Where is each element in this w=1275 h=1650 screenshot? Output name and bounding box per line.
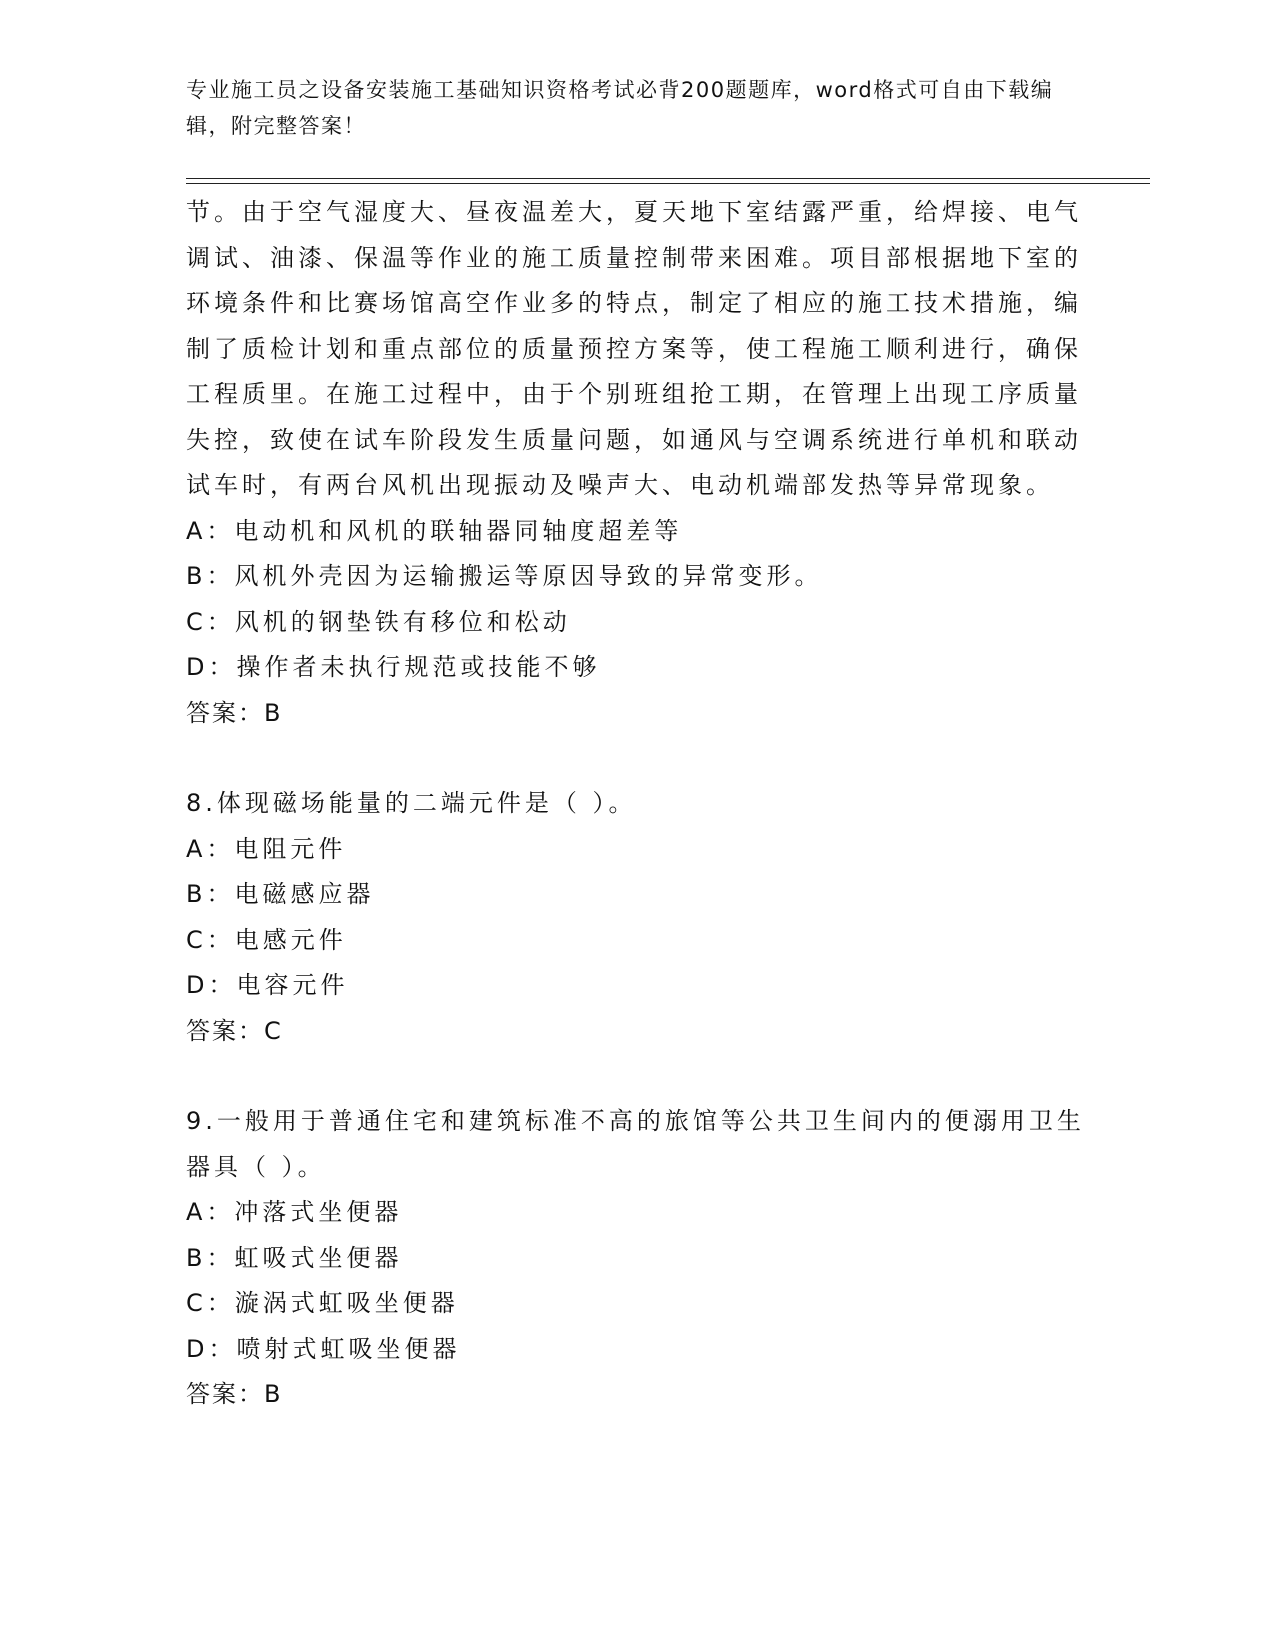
question-stem: 8.体现磁场能量的二端元件是（ ）。 xyxy=(186,789,637,817)
option-d: D：操作者未执行规范或技能不够 xyxy=(186,653,601,681)
option-b: B：电磁感应器 xyxy=(186,880,375,908)
question-stem-continuation: 节。由于空气湿度大、昼夜温差大，夏天地下室结露严重，给焊接、电气调试、油漆、保温等作业的施工质量控制带来困难。项目部根据地下室的环境条件和比赛场馆高空作业多的特点，制定了相应的施工技术措施，编制了质检计划和重点部位的质量预控方案等，使工程施工顺利进行，确保工程质里。在施工过程中，由于个别班组抢工期，在管理上出现工序质量失控，致使在试车阶段发生质量问题，如通风与空调系统进行单机和联动试车时，有两台风机出现振动及噪声大、电动机端部发热等异常现象。 xyxy=(186,198,1082,499)
option-a: A：电阻元件 xyxy=(186,834,347,863)
question-stem: 9.一般用于普通住宅和建筑标准不高的旅馆等公共卫生间内的便溺用卫生器具（ ）。 xyxy=(186,1107,1085,1181)
header-rule-top xyxy=(186,178,1150,179)
header-rule-bottom xyxy=(186,183,1150,184)
option-d: D：喷射式虹吸坐便器 xyxy=(186,1334,461,1363)
question-7-continuation xyxy=(186,190,1086,736)
answer-line: 答案：B xyxy=(186,1380,283,1408)
option-c: C：电感元件 xyxy=(186,925,347,954)
question-9 xyxy=(186,1099,1086,1418)
option-b: B：虹吸式坐便器 xyxy=(186,1243,403,1272)
option-b: B：风机外壳因为运输搬运等原因导致的异常变形。 xyxy=(186,562,823,590)
option-a: A：电动机和风机的联轴器同轴度超差等 xyxy=(186,516,683,545)
answer-line: 答案：C xyxy=(186,1016,283,1045)
answer-line: 答案：B xyxy=(186,698,283,727)
option-c: C：漩涡式虹吸坐便器 xyxy=(186,1289,459,1317)
option-d: D：电容元件 xyxy=(186,971,349,999)
option-a: A：冲落式坐便器 xyxy=(186,1198,403,1226)
spacer xyxy=(186,736,1086,781)
document-body xyxy=(186,190,1086,1418)
question-8 xyxy=(186,781,1086,1054)
spacer xyxy=(186,1054,1086,1099)
option-c: C：风机的钢垫铁有移位和松动 xyxy=(186,607,571,636)
page-header: 专业施工员之设备安装施工基础知识资格考试必背200题题库，word格式可自由下载编辑，附完整答案！ xyxy=(186,78,1054,138)
